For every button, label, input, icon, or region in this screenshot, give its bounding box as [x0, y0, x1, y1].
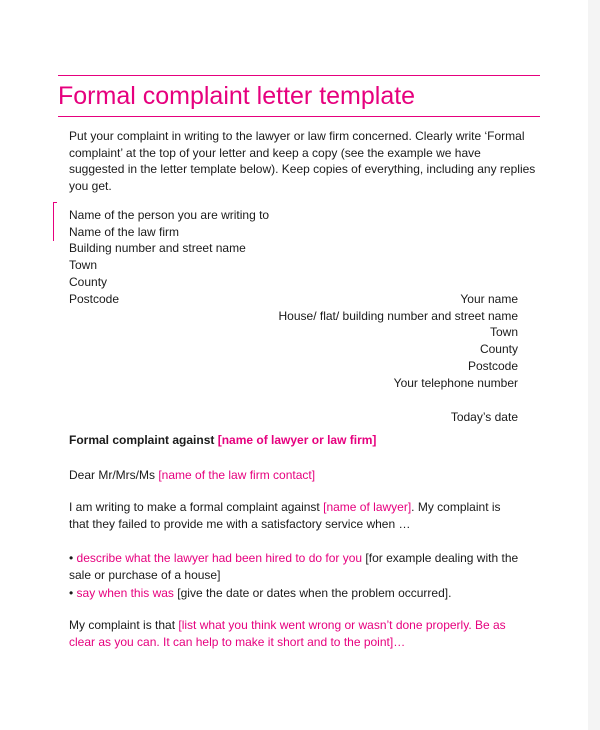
recipient-line: County	[69, 274, 108, 289]
sender-line: Postcode	[467, 358, 518, 373]
recipient-address	[69, 207, 269, 307]
page-title: Formal complaint letter template	[58, 82, 416, 110]
greeting-salutation: Dear Mr/Mrs/Ms	[69, 468, 155, 482]
recipient-line: Building number and street name	[69, 241, 246, 256]
list-item	[69, 585, 519, 602]
list-item	[69, 550, 519, 584]
complaint-heading	[69, 432, 376, 449]
bullet-detail: [give the date or dates when the problem occurred].	[177, 586, 452, 600]
recipient-line: Postcode	[69, 291, 120, 306]
sender-address	[279, 291, 518, 391]
bullet-highlight: say when this was	[76, 586, 174, 600]
para2-placeholder: [list what you think went wrong or wasn’t done properly. Be as clear as you can. It can help to make it short and to the point]…	[69, 618, 506, 649]
greeting	[69, 467, 315, 484]
para2-text-before: My complaint is that	[69, 618, 176, 632]
recipient-line: Name of the person you are writing to	[69, 208, 270, 222]
recipient-line: Town	[69, 258, 98, 273]
heading-placeholder: [name of lawyer or law firm]	[217, 433, 377, 447]
heading-label: Formal complaint against	[69, 433, 215, 447]
bullet-marker: •	[69, 551, 74, 565]
para1-text-after: . My complaint is that they failed to provide me with a satisfactory service when …	[69, 500, 501, 531]
letter-date: Today’s date	[450, 410, 518, 424]
para1-placeholder: [name of lawyer]	[323, 500, 412, 514]
bullet-highlight: describe what the lawyer had been hired to do for you	[76, 551, 363, 565]
bullet-detail: [for example dealing with the sale or purchase of a house]	[69, 551, 519, 582]
greeting-placeholder: [name of the law firm contact]	[158, 468, 316, 482]
sender-line: Your name	[460, 292, 518, 306]
complaint-detail-paragraph	[69, 617, 519, 651]
para1-text-before: I am writing to make a formal complaint against	[69, 500, 320, 514]
intro-paragraph: Put your complaint in writing to the lawyer or law firm concerned. Clearly write ‘Formal complaint’ at the top of your letter and keep a copy (see the example we have suggested in the letter template below). Keep copies of everything, including any replies you get.	[69, 129, 536, 193]
title-rule-top	[58, 75, 540, 76]
sender-line: County	[479, 342, 518, 357]
sender-line: House/ flat/ building number and street name	[278, 308, 518, 323]
bullet-marker: •	[69, 586, 74, 600]
sender-line: Town	[489, 325, 518, 340]
sender-line: Your telephone number	[393, 375, 518, 390]
recipient-line: Name of the law firm	[69, 224, 180, 239]
complaint-paragraph	[69, 499, 519, 533]
title-rule-bottom	[58, 116, 540, 117]
address-bracket-mark	[53, 202, 57, 241]
